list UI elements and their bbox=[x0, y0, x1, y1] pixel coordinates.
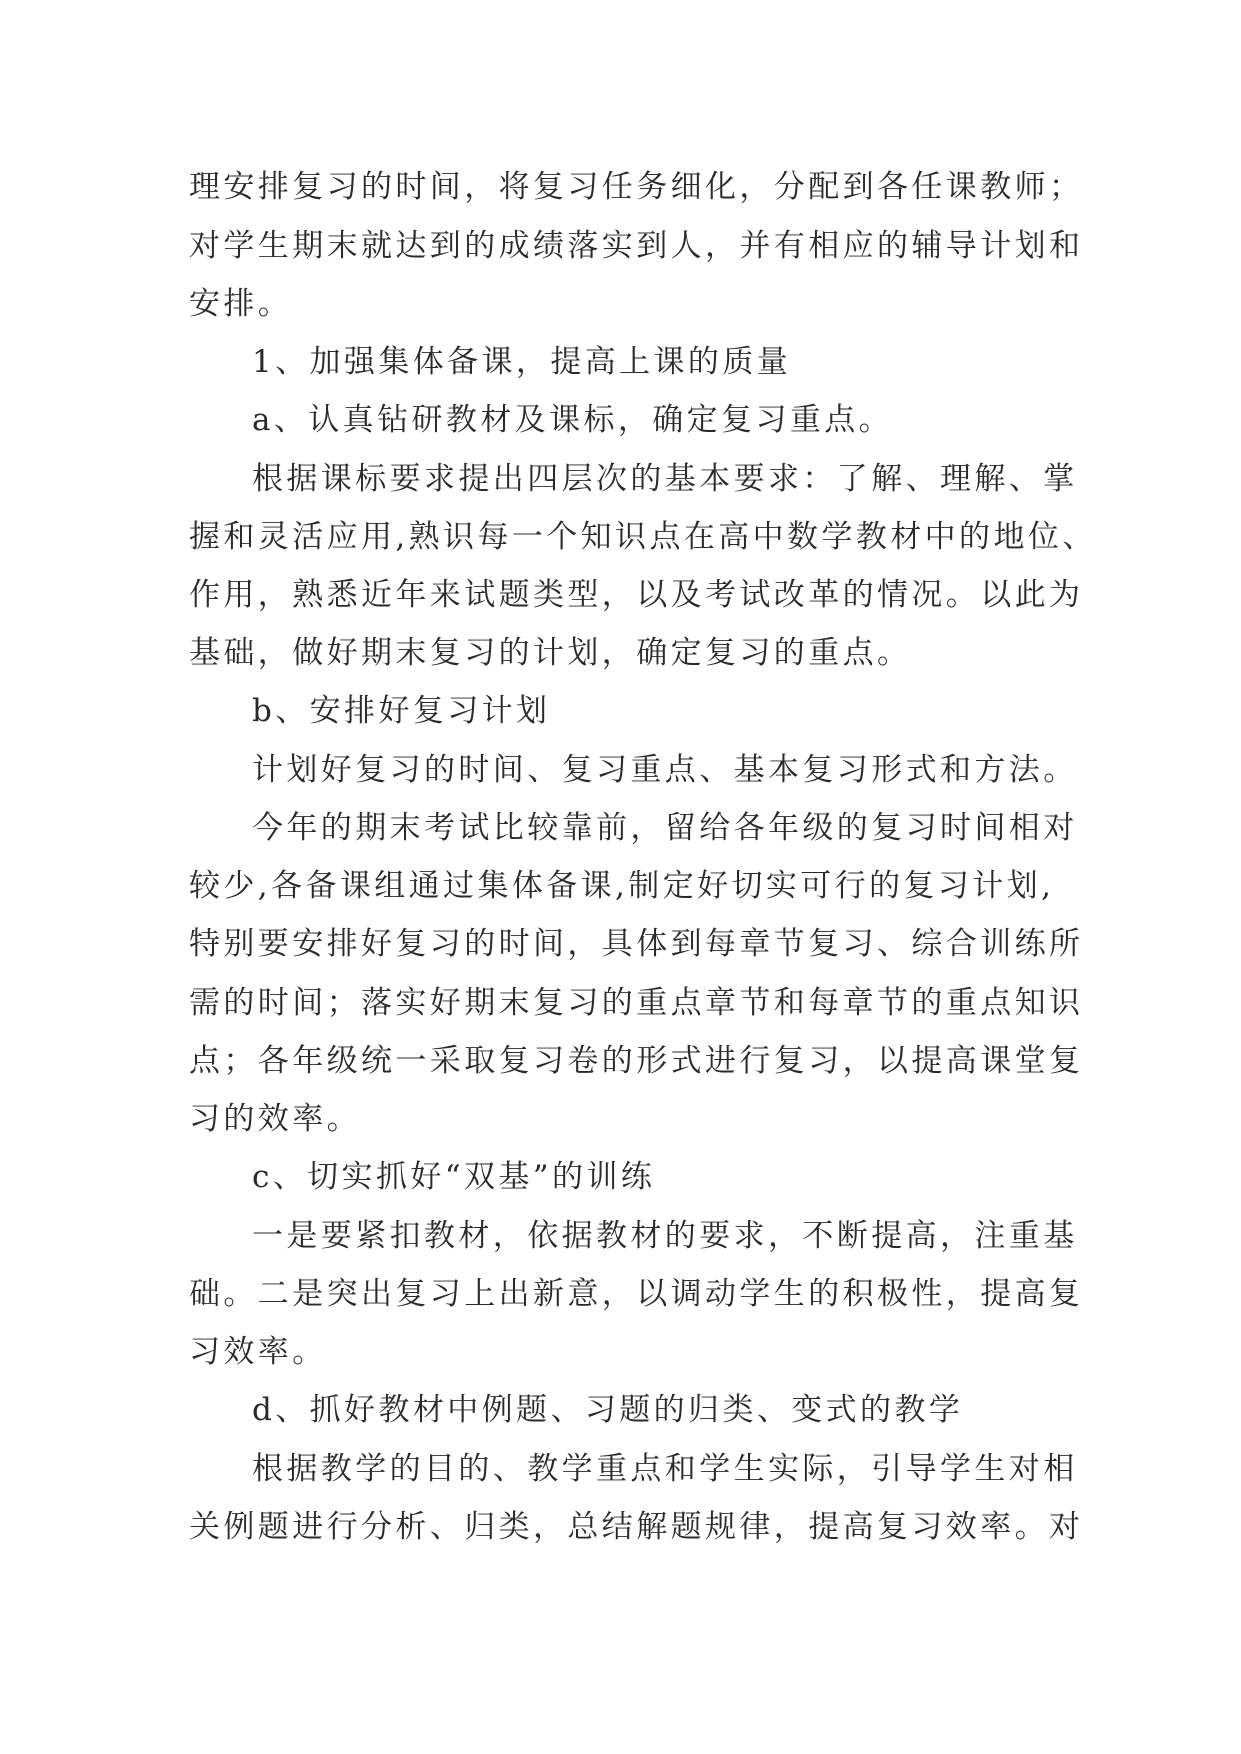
section-heading: 1、加强集体备课，提高上课的质量 bbox=[252, 344, 792, 380]
text-line: 习效率。 bbox=[189, 1334, 327, 1370]
text-line: 计划好复习的时间、复习重点、基本复习形式和方法。 bbox=[252, 752, 1078, 788]
text-line: 作用，熟悉近年来试题类型，以及考试改革的情况。以此为 bbox=[189, 577, 1084, 613]
text-line: 根据教学的目的、教学重点和学生实际，引导学生对相 bbox=[252, 1451, 1078, 1487]
text-line: 关例题进行分析、归类，总结解题规律，提高复习效率。对 bbox=[189, 1509, 1084, 1545]
text-line: 对学生期末就达到的成绩落实到人，并有相应的辅导计划和 bbox=[189, 228, 1084, 264]
text-line: 理安排复习的时间，将复习任务细化，分配到各任课教师； bbox=[189, 169, 1084, 205]
text-line: 特别要安排好复习的时间，具体到每章节复习、综合训练所 bbox=[189, 926, 1084, 962]
text-line: 习的效率。 bbox=[189, 1101, 361, 1137]
text-line: 较少,各备课组通过集体备课,制定好切实可行的复习计划, bbox=[189, 868, 1055, 904]
text-line: 基础，做好期末复习的计划，确定复习的重点。 bbox=[189, 635, 912, 671]
text-line: 需的时间；落实好期末复习的重点章节和每章节的重点知识 bbox=[189, 985, 1084, 1021]
subsection-heading: a、认真钻研教材及课标，确定复习重点。 bbox=[252, 402, 894, 438]
subsection-heading: b、安排好复习计划 bbox=[252, 693, 551, 729]
text-line: 安排。 bbox=[189, 286, 293, 322]
subsection-heading: c、切实抓好“双基”的训练 bbox=[252, 1159, 656, 1195]
text-line: 一是要紧扣教材，依据教材的要求，不断提高，注重基 bbox=[252, 1218, 1078, 1254]
text-line: 今年的期末考试比较靠前，留给各年级的复习时间相对 bbox=[252, 810, 1078, 846]
text-line: 根据课标要求提出四层次的基本要求：了解、理解、掌 bbox=[252, 461, 1078, 497]
text-line: 点；各年级统一采取复习卷的形式进行复习，以提高课堂复 bbox=[189, 1043, 1084, 1079]
text-line: 础。二是突出复习上出新意，以调动学生的积极性，提高复 bbox=[189, 1276, 1084, 1312]
subsection-heading: d、抓好教材中例题、习题的归类、变式的教学 bbox=[252, 1392, 964, 1428]
text-line: 握和灵活应用,熟识每一个知识点在高中数学教材中的地位、 bbox=[189, 519, 1097, 555]
